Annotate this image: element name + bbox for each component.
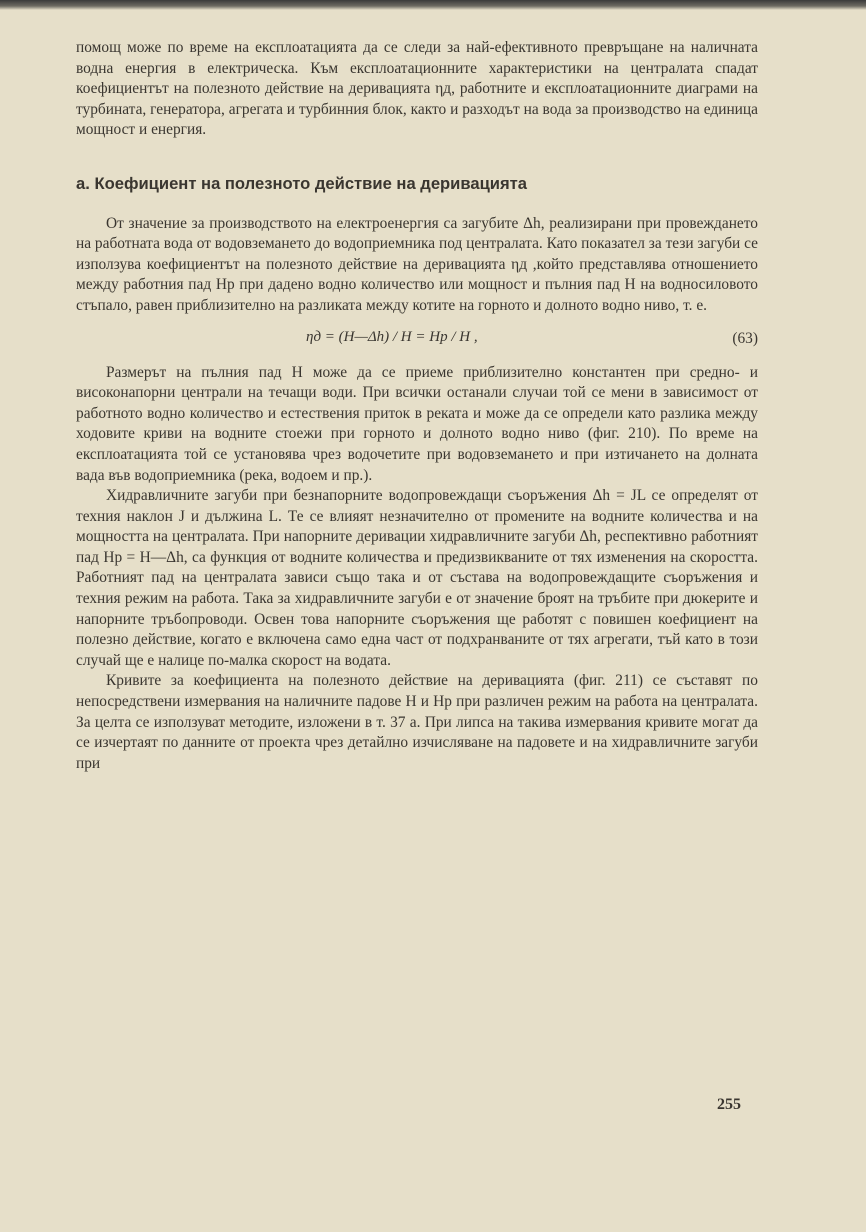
paragraph-4: Кривите за коефициента на полезното действие на деривацията (фиг. 211) се съставят по непосредствени измервания на наличните падове H и Hр при различен режим на работа на централата. За целта се използуват методите, изложени в т. 37 а. При липса на такива измервания кривите могат да се изчертаят по данните от проекта чрез детайлно изчисляване на падовете и на хидравличните загуби при (76, 672, 758, 772)
formula-63 (76, 317, 758, 363)
paragraph-intro: помощ може по време на експлоатацията да се следи за най-ефективното превръщане на наличната водна енергия в електрическа. Към експлоатационните характеристики на централата спадат коефициентът на полезното действие на деривацията ηд, работните и експлоатационните диаграми на турбината, генератора, агрегата и турбинния блок, както и разходът на вода за производство на единица мощност и енергия. (76, 39, 758, 139)
page-body (76, 38, 758, 774)
formula-expression: ηд = (H—Δh) / H = Hр / H , (306, 328, 478, 345)
paragraph-1: От значение за производството на електроенергия са загубите Δh, реализирани при провеждането на работната вода от водовземането до водоприемника под централата. Като показател за тези загуби се използува коефициентът на полезното действие на деривацията ηд ,който представлява отношението между работния пад Hр при дадено водно количество или мощност и пълния пад H на водносиловото стъпало, равен приблизително на разликата между котите на горното и долното водно ниво, т. е. (76, 214, 758, 314)
scan-edge (0, 0, 866, 10)
section-heading: а. Коефициент на полезното действие на деривацията (76, 173, 528, 193)
paragraph-2: Размерът на пълния пад H може да се приеме приблизително константен при средно- и високонапорни централи на течащи води. При всички останали случаи той се мени в зависимост от работното водно количество и естествения приток в реката и може да се определи като разлика между ходовите криви на водните стоежи при горното и долното водно ниво (фиг. 210). По време на експлоатацията той се установява чрез водочетите при водовземането и при изтичането на долната вада във водоприемника (река, водоем и пр.). (76, 363, 758, 484)
formula-number: (63) (732, 329, 758, 347)
page-number: 255 (717, 1096, 741, 1113)
paragraph-3: Хидравличните загуби при безнапорните водопровеждащи съоръжения Δh = JL се определят от техния наклон J и дължина L. Те се влияят незначително от промените на водните количества и на мощността на централата. При напорните деривации хидравличните загуби Δh, респективно работният пад Hр = H—Δh, са функция от водните количества и предизвикваните от тях изменения на скоростта. Работният пад на централата зависи също така и от състава на водопровеждащите съоръжения и техния режим на работа. Така за хидравличните загуби е от значение броят на тръбите при дюкерите и напорните тръбопроводи. Освен това напорните съоръжения ще работят с повишен коефициент на полезно действие, когато е включена само една част от подхранваните от тях агрегати, тъй като в този случай ще е налице по-малка скорост на водата. (76, 487, 758, 669)
